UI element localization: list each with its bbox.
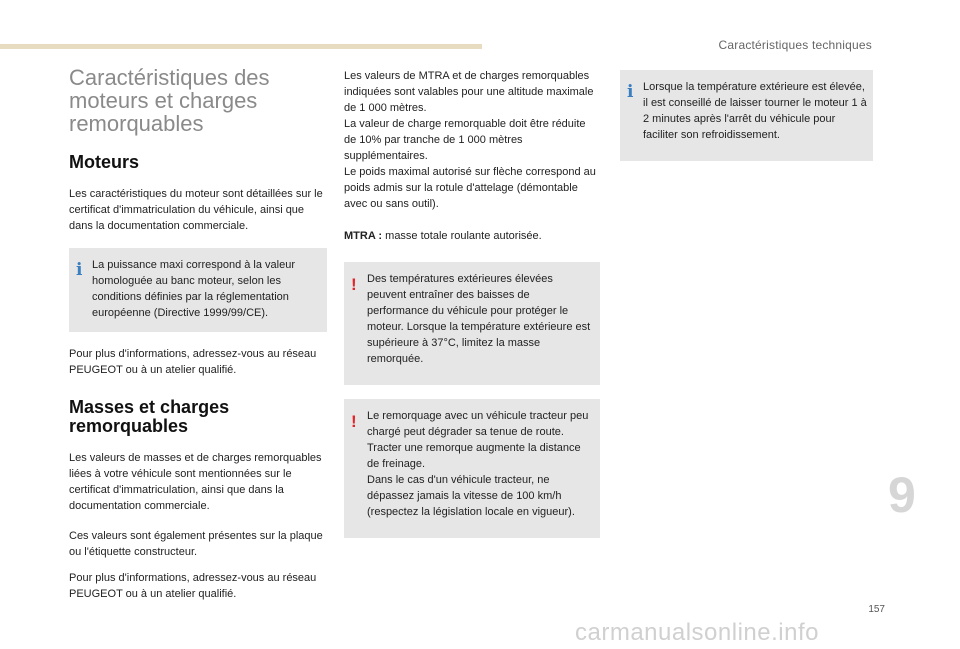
column-right	[620, 70, 873, 175]
warning-icon: !	[351, 275, 357, 294]
chapter-number: 9	[888, 467, 916, 523]
heading-masses: Masses et charges remorquables	[69, 397, 230, 436]
section-header: Caractéristiques techniques	[718, 38, 872, 52]
warning-box-text-1: Des températures extérieures élevées peuvent entraîner des baisses de performance du véhicule pour protéger le moteur. Lorsque la température extérieure est supérieure à 37°C, limitez la masse remorquée.	[367, 273, 591, 365]
info-icon: i	[627, 82, 634, 102]
info-icon: i	[76, 260, 83, 280]
heading-moteurs: Moteurs	[69, 152, 140, 172]
warning-box-remorquage	[344, 399, 600, 538]
info-box-text-right: Lorsque la température extérieure est élevée, il est conseillé de laisser tourner le moteur 1 à 2 minutes après l'arrêt du véhicule pour faciliter son refroidissement.	[643, 81, 867, 141]
page-number: 157	[868, 604, 885, 615]
info-box-text: La puissance maxi correspond à la valeur homologuée au banc moteur, selon les conditions définies par la réglementation européenne (Directive 1999/99/CE).	[92, 259, 296, 319]
mtra-definition: masse totale roulante autorisée.	[382, 230, 542, 242]
info-box-puissance	[69, 248, 327, 332]
watermark: carmanualsonline.info	[575, 619, 819, 646]
warning-icon: !	[351, 412, 357, 431]
paragraph-plaque: Ces valeurs sont également présentes sur la plaque ou l'étiquette constructeur.	[69, 530, 323, 558]
paragraph-contact-1: Pour plus d'informations, adressez-vous au réseau PEUGEOT ou à un atelier qualifié.	[69, 348, 317, 376]
mtra-term: MTRA :	[344, 230, 383, 242]
column-middle	[344, 68, 600, 552]
paragraph-contact-2: Pour plus d'informations, adressez-vous au réseau PEUGEOT ou à un atelier qualifié.	[69, 572, 317, 600]
header-accent-bar	[0, 44, 482, 49]
paragraph-masses: Les valeurs de masses et de charges remorquables liées à votre véhicule sont mentionnées sur le certificat d'immatriculation, ainsi que dans la documentation commerciale.	[69, 452, 322, 512]
page-title: Caractéristiques des moteurs et charges remorquables	[69, 65, 270, 136]
warning-box-text-2: Le remorquage avec un véhicule tracteur peu chargé peut dégrader sa tenue de route. Tracter une remorque augmente la distance de freinage. Dans le cas d'un véhicule tracteur, ne dépassez jamais la vitesse de 100 km/h (respectez la législation locale en vigueur).	[367, 410, 589, 518]
column-left	[69, 66, 327, 616]
paragraph-moteurs: Les caractéristiques du moteur sont détaillées sur le certificat d'immatriculation du véhicule, ainsi que dans la documentation commerciale.	[69, 188, 323, 232]
warning-box-temperature	[344, 262, 600, 385]
paragraph-mtra-definition	[344, 228, 600, 244]
paragraph-mtra-values: Les valeurs de MTRA et de charges remorquables indiquées sont valables pour une altitude maximale de 1 000 mètres. La valeur de charge remorquable doit être réduite de 10% par tranche de 1 000 mètres supplémentaires. Le poids maximal autorisé sur flèche correspond au poids admis sur la rotule d'attelage (démontable avec ou sans outil).	[344, 70, 596, 210]
info-box-refroidissement	[620, 70, 873, 161]
